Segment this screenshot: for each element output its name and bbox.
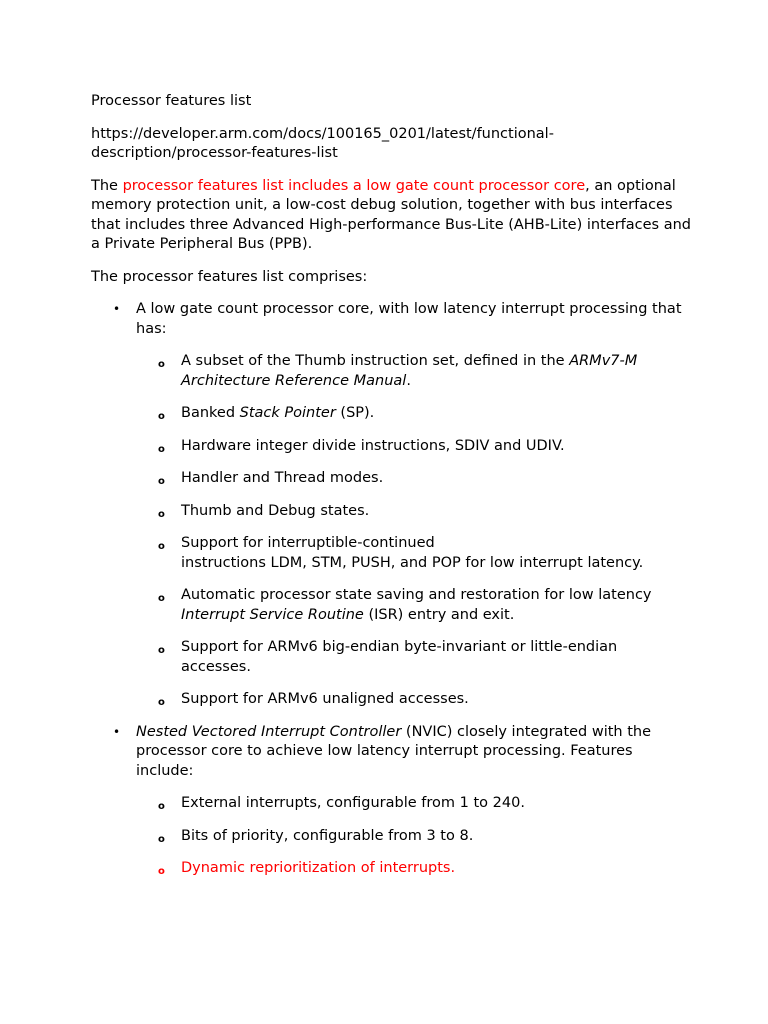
sub-item-text: . bbox=[406, 372, 411, 389]
sub-item-emphasis: ARMv7-M Architecture Reference Manual bbox=[181, 353, 638, 389]
list-item-nvic bbox=[91, 723, 691, 879]
sub-item bbox=[136, 502, 691, 522]
sub-item bbox=[136, 437, 691, 457]
sub-item bbox=[136, 586, 691, 625]
sub-item-text: (SP). bbox=[335, 405, 375, 421]
sub-item-highlighted bbox=[136, 859, 691, 879]
sub-bullet-icon: o bbox=[158, 508, 165, 520]
sub-item bbox=[136, 469, 691, 489]
sub-item-text: Support for ARMv6 unaligned accesses. bbox=[181, 691, 469, 707]
sub-item-text: Handler and Thread modes. bbox=[181, 470, 384, 486]
sub-item-text: A subset of the Thumb instruction set, defined in the bbox=[181, 353, 570, 369]
sub-item-text: Thumb and Debug states. bbox=[181, 502, 370, 519]
list-item-text: A low gate count processor core, with low latency interrupt processing that has: bbox=[136, 301, 682, 337]
sub-item-text: instructions LDM, STM, PUSH, and POP for low interrupt latency. bbox=[181, 554, 644, 571]
sub-bullet-icon: o bbox=[158, 443, 165, 455]
sub-list-core bbox=[136, 352, 691, 710]
sub-list-nvic bbox=[136, 794, 691, 879]
sub-bullet-icon: o bbox=[158, 645, 165, 656]
sub-item-text: Support for ARMv6 big-endian byte-invariant or little-endian accesses. bbox=[181, 639, 618, 675]
sub-item bbox=[136, 690, 691, 710]
sub-item-text: Bits of priority, configurable from 3 to 8. bbox=[181, 827, 474, 844]
sub-item bbox=[136, 827, 691, 847]
sub-item bbox=[136, 794, 691, 814]
sub-bullet-icon: o bbox=[158, 541, 165, 552]
sub-bullet-icon: o bbox=[158, 697, 165, 708]
sub-item-text: Hardware integer divide instructions, SDIV and UDIV. bbox=[181, 437, 565, 454]
feature-list bbox=[91, 300, 691, 879]
document-page bbox=[91, 92, 691, 892]
sub-item-text: External interrupts, configurable from 1 to 240. bbox=[181, 795, 525, 811]
bullet-icon: • bbox=[113, 302, 121, 316]
source-url: https://developer.arm.com/docs/100165_0201/latest/functional-description/processor-features-list bbox=[91, 125, 554, 161]
list-item-processor-core bbox=[91, 300, 691, 710]
sub-bullet-icon: o bbox=[158, 593, 165, 604]
list-item-text: (NVIC) closely integrated with the processor core to achieve low latency interrupt processing. Features include: bbox=[136, 723, 652, 779]
doc-title: Processor features list bbox=[91, 93, 252, 109]
sub-item bbox=[136, 638, 691, 677]
intro-paragraph bbox=[91, 177, 691, 255]
bullet-icon: • bbox=[113, 724, 121, 739]
sub-item-text: Support for interruptible-continued bbox=[181, 535, 435, 551]
sub-bullet-icon: o bbox=[158, 801, 165, 812]
sub-bullet-icon: o bbox=[158, 833, 165, 845]
sub-item-text: (ISR) entry and exit. bbox=[363, 606, 515, 623]
sub-item bbox=[136, 404, 691, 424]
intro-highlight: processor features list includes a low gate count processor core bbox=[122, 177, 586, 194]
comprises-line: The processor features list comprises: bbox=[91, 268, 368, 285]
sub-item bbox=[136, 352, 691, 391]
sub-item-emphasis: Interrupt Service Routine bbox=[181, 606, 364, 623]
list-item-emphasis: Nested Vectored Interrupt Controller bbox=[136, 723, 402, 740]
sub-item-text: Dynamic reprioritization of interrupts. bbox=[181, 860, 456, 876]
sub-item-emphasis: Stack Pointer bbox=[239, 405, 336, 421]
sub-bullet-icon: o bbox=[158, 866, 165, 877]
intro-post: , an optional memory protection unit, a low-cost debug solution, together with bus interfaces that includes three Advanced High-performance Bus-Lite (AHB-Lite) interfaces and a Private Peripheral Bus (PPB). bbox=[91, 177, 691, 252]
sub-item-text: Automatic processor state saving and restoration for low latency bbox=[181, 587, 652, 603]
sub-item-text: Banked bbox=[181, 405, 240, 421]
sub-bullet-icon: o bbox=[158, 411, 165, 422]
intro-pre: The bbox=[91, 177, 123, 194]
sub-bullet-icon: o bbox=[158, 359, 165, 370]
sub-item bbox=[136, 534, 691, 573]
sub-bullet-icon: o bbox=[158, 476, 165, 487]
